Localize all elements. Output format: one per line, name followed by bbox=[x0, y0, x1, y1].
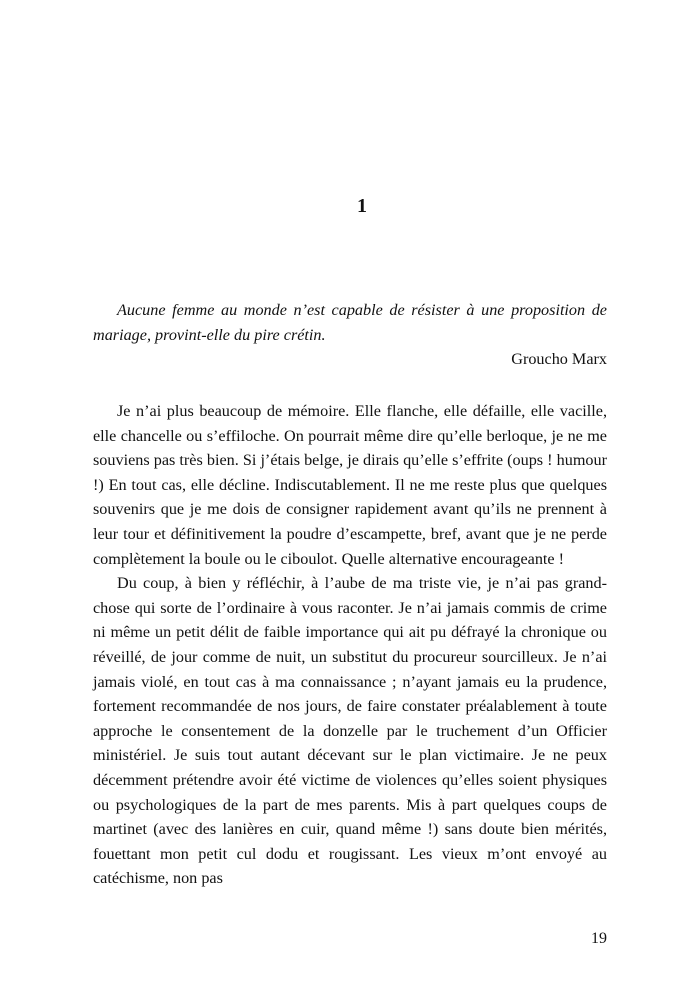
epigraph-quote: Aucune femme au monde n’est capable de résister à une proposition de mariage, provint-elle du pire crétin. bbox=[93, 301, 607, 344]
paragraph: Du coup, à bien y réfléchir, à l’aube de ma triste vie, je n’ai pas grand-chose qui sorte de l’ordinaire à vous raconter. Je n’ai jamais commis de crime ni même un petit délit de faible importance qui ait pu défrayé la chronique ou réveillé, de jour comme de nuit, un substitut du procureur sourcilleux. Je n’ai jamais violé, en tout cas à ma connaissance ; n’ayant jamais eu la prudence, fortement recommandée de nos jours, de faire constater préalablement à toute approche le consentement de la donzelle par le truchement d’un Officier ministériel. Je suis tout autant décevant sur le plan victimaire. Je ne peux décemment prétendre avoir été victime de violences qu’elles soient physiques ou psychologiques de la part de mes parents. Mis à part quelques coups de martinet (avec des lanières en cuir, quand même !) sans doute bien mérités, fouettant mon petit cul dodu et rougissant. Les vieux m’ont envoyé au catéchisme, non pas bbox=[93, 574, 607, 888]
epigraph bbox=[93, 298, 607, 372]
page-number: 19 bbox=[591, 930, 607, 947]
body-text bbox=[93, 399, 607, 891]
chapter-number: 1 bbox=[357, 195, 367, 217]
epigraph-author: Groucho Marx bbox=[511, 350, 607, 369]
paragraph: Je n’ai plus beaucoup de mémoire. Elle flanche, elle défaille, elle vacille, elle chancelle ou s’effiloche. On pourrait même dire qu’elle berloque, je ne me souviens pas très bien. Si j’étais belge, je dirais qu’elle s’effrite (oups ! humour !) En tout cas, elle décline. Indiscutablement. Il ne me reste plus que quelques souvenirs que je me dois de consigner rapidement avant qu’ils ne prennent à leur tour et définitivement la poudre d’escampette, bref, avant que je ne perde complètement la boule ou le ciboulot. Quelle alternative encourageante ! bbox=[93, 402, 607, 568]
